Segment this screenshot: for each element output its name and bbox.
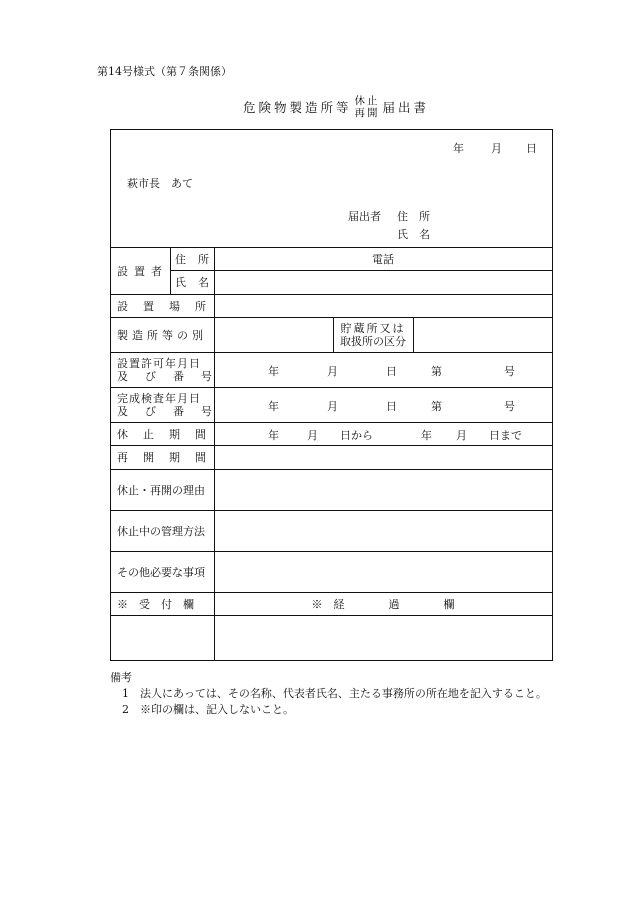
form-number: 第14号様式（第７条関係）: [97, 65, 232, 78]
date-month: 月: [491, 142, 502, 155]
inspection-dai: 第: [431, 400, 442, 413]
permit-date-label: 設置許可年月日 及び番号: [117, 356, 229, 383]
inspection-month: 月: [327, 400, 338, 413]
suspension-from-month: 月: [307, 429, 318, 442]
form-table: [110, 129, 553, 661]
facility-type-label: 製造所等の別: [117, 328, 207, 342]
title-stack-bottom: 再開: [354, 107, 380, 119]
resume-period-label: 再開期間: [117, 451, 221, 464]
title-prefix: 危険物製造所等: [243, 100, 352, 115]
permit-year: 年: [268, 365, 279, 378]
suspension-from-day: 日から: [340, 429, 373, 442]
rule: [170, 247, 171, 294]
suspension-to-day: 日まで: [489, 429, 522, 442]
suspension-to-month: 月: [456, 429, 467, 442]
suspension-to-year: 年: [421, 429, 432, 442]
permit-day: 日: [386, 365, 397, 378]
rule: [170, 270, 552, 271]
title-stack-top: 休止: [354, 95, 380, 107]
notifier-name: 氏 名: [397, 228, 430, 241]
installer-label: 設置者: [117, 264, 168, 278]
progress-label: ※ 経 過 欄: [311, 597, 455, 611]
installer-name-label: 氏名: [175, 276, 221, 289]
inspection-day: 日: [386, 400, 397, 413]
suspension-from-year: 年: [268, 429, 279, 442]
notifier-address: 住 所: [397, 210, 430, 223]
notes: [110, 670, 547, 718]
installer-address-label: 住所: [175, 252, 221, 266]
rule: [413, 317, 414, 352]
note-item: 1 法人にあっては、その名称、代表者氏名、主たる事務所の所在地を記入すること。: [122, 687, 547, 700]
reception-label: ※ 受 付 欄: [117, 597, 194, 611]
notifier-label: 届出者: [348, 210, 381, 223]
phone-label: 電話: [372, 252, 394, 266]
reason-label: 休止・再開の理由: [117, 483, 205, 497]
document-title: [243, 95, 429, 119]
permit-go: 号: [504, 365, 515, 378]
location-label: 設置場所: [117, 299, 221, 313]
inspection-year: 年: [268, 400, 279, 413]
inspection-date-label: 完成検査年月日 及び番号: [117, 391, 229, 418]
storage-category-label: 貯蔵所又は 取扱所の区分: [340, 321, 406, 348]
suspension-period-label: 休止期間: [117, 427, 221, 441]
date-year: 年: [453, 142, 464, 155]
other-label: その他必要な事項: [117, 565, 205, 579]
management-label: 休止中の管理方法: [117, 524, 205, 538]
rule: [111, 615, 552, 616]
permit-month: 月: [327, 365, 338, 378]
date-day: 日: [526, 142, 537, 155]
addressee: 萩市長 あて: [127, 177, 193, 190]
title-suffix: 届出書: [382, 100, 430, 115]
permit-dai: 第: [431, 365, 442, 378]
title-stack: [355, 95, 380, 119]
inspection-go: 号: [504, 400, 515, 413]
notes-heading: 備考: [110, 671, 132, 684]
note-item: 2 ※印の欄は、記入しないこと。: [122, 703, 294, 716]
